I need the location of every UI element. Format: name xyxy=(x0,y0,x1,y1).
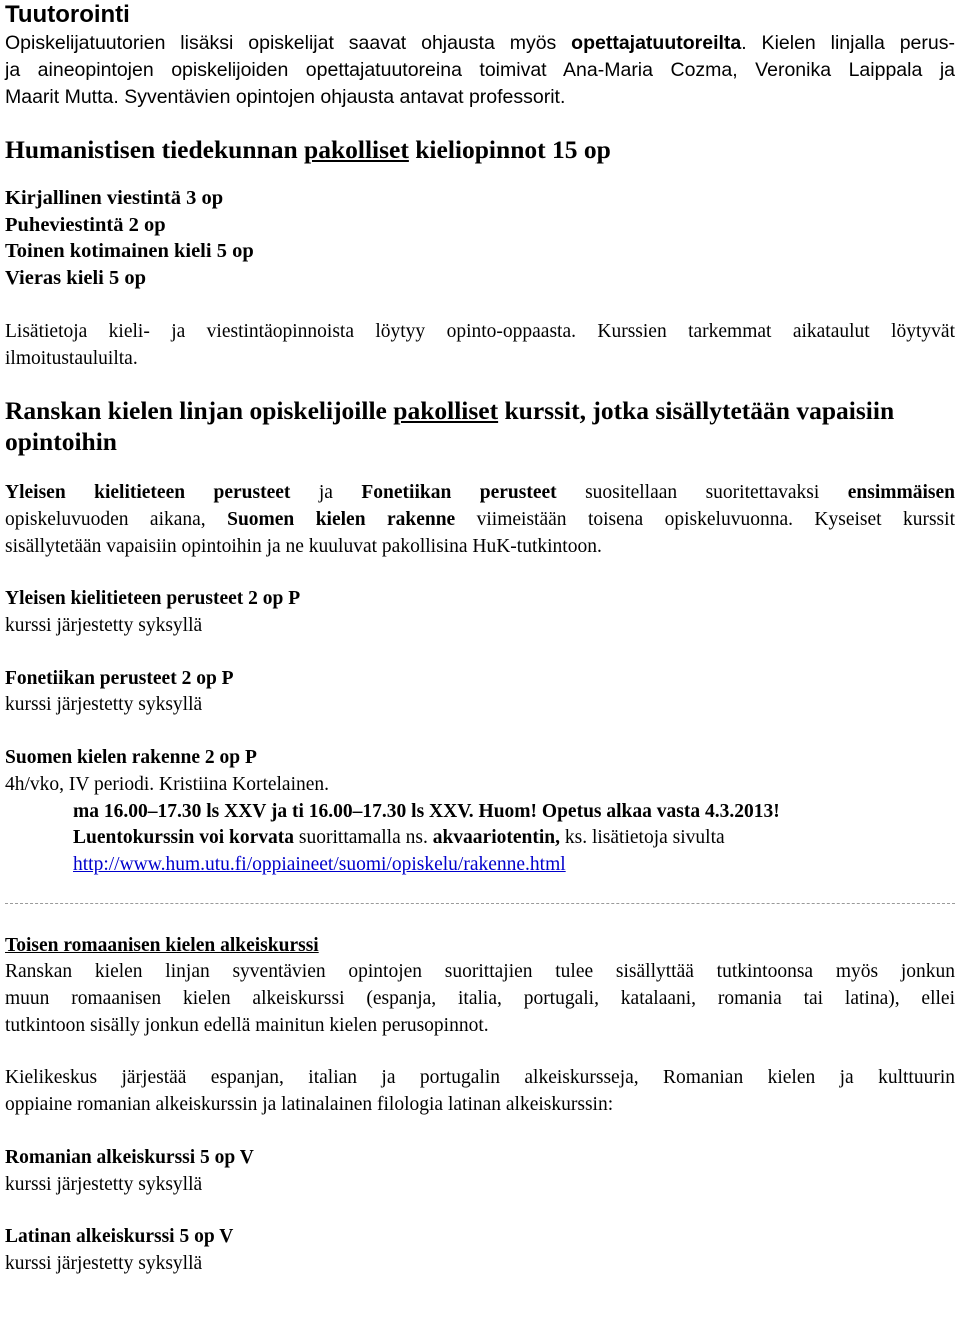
toisen-line-4: Kielikeskus järjestää espanjan, italian ja portugalin alkeiskursseja, Romanian kielen ja kulttuurin xyxy=(5,1067,955,1089)
text: Humanistisen tiedekunnan xyxy=(5,135,305,164)
text: opiskeluvuoden aikana, xyxy=(5,508,228,530)
text: ks. lisätietoja sivulta xyxy=(560,827,725,849)
list-item: Puheviestintä 2 op xyxy=(5,213,166,236)
text: viimeistään toisena opiskeluvuonna. Kyseiset kurssit xyxy=(455,508,955,530)
text: suositellaan suoritettavaksi xyxy=(556,482,848,504)
course-note: kurssi järjestetty syksyllä xyxy=(5,1252,203,1274)
course-block xyxy=(5,586,955,639)
list-item: Vieras kieli 5 op xyxy=(5,267,147,290)
humanistinen-info xyxy=(5,319,955,372)
tutorointi-line-3: Maarit Mutta. Syventävien opintojen ohjausta antavat professorit. xyxy=(5,86,566,108)
course-note: kurssi järjestetty syksyllä xyxy=(5,1173,203,1195)
underlined-text: pakolliset xyxy=(304,135,409,164)
humanistinen-list xyxy=(5,185,955,292)
course-ref: Yleisen kielitieteen perusteet xyxy=(5,482,291,504)
course-exam-note xyxy=(5,825,955,852)
course-title: Yleisen kielitieteen perusteet 2 op P xyxy=(5,588,301,610)
toisen-line-1: Ranskan kielen linjan syventävien opintojen suorittajien tulee sisällyttää tutkintoonsa myös jonkun xyxy=(5,961,955,983)
course-block-suomen xyxy=(5,745,955,879)
humanistinen-heading xyxy=(5,134,955,165)
bold-text: akvaariotentin, xyxy=(432,827,560,849)
course-title: Romanian alkeiskurssi 5 op V xyxy=(5,1146,254,1168)
text: suorittamalla ns. xyxy=(294,827,433,849)
bold-text: ensimmäisen xyxy=(847,482,956,504)
course-note: kurssi järjestetty syksyllä xyxy=(5,615,203,637)
toisen-line-3: tutkintoon sisälly jonkun edellä mainitun kielen perusopinnot. xyxy=(5,1014,489,1036)
text: . Kielen linjalla perus- xyxy=(741,32,955,54)
ranska-heading xyxy=(5,395,955,457)
tutorointi-line-2: ja aineopintojen opiskelijoiden opettajatuutoreina toimivat Ana-Maria Cozma, Veronika Laippala ja xyxy=(5,59,955,81)
text: Ranskan kielen linjan opiskelijoille xyxy=(5,396,394,426)
course-note: kurssi järjestetty syksyllä xyxy=(5,694,203,716)
course-title: Latinan alkeiskurssi 5 op V xyxy=(5,1226,234,1248)
text: kieliopinnot 15 op xyxy=(408,135,611,164)
ranska-heading-line-2: opintoihin xyxy=(5,427,117,457)
list-item: Kirjallinen viestintä 3 op xyxy=(5,187,224,209)
toisen-line-2: muun romaanisen kielen alkeiskurssi (espanja, italia, portugali, katalaani, romania tai latina), ellei xyxy=(5,988,955,1010)
course-block xyxy=(5,1224,955,1277)
toisen-heading: Toisen romaanisen kielen alkeiskurssi xyxy=(5,934,319,956)
info-line-2: ilmoitustauluilta. xyxy=(5,347,138,369)
ranska-line-2 xyxy=(5,507,955,534)
ranska-heading-line-1 xyxy=(5,395,955,426)
underlined-text: pakolliset xyxy=(393,396,499,426)
text: Opiskelijatuutorien lisäksi opiskelijat saavat ohjausta myös xyxy=(5,32,572,54)
course-link-line xyxy=(5,852,955,879)
toisen-paragraph-2 xyxy=(5,1065,955,1118)
tutorointi-paragraph xyxy=(5,30,955,111)
tutorointi-line-1 xyxy=(5,30,955,57)
course-block xyxy=(5,666,955,719)
text: ja xyxy=(290,482,362,504)
course-title: Suomen kielen rakenne 2 op P xyxy=(5,747,257,769)
ranska-line-1 xyxy=(5,480,955,507)
course-title: Fonetiikan perusteet 2 op P xyxy=(5,667,234,689)
course-ref: Fonetiikan perusteet xyxy=(361,482,557,504)
course-block xyxy=(5,1145,955,1198)
tutors-bold: opettajatuutoreilta xyxy=(571,32,742,54)
bold-text: Luentokurssin voi korvata xyxy=(73,827,295,849)
text: kurssit, jotka sisällytetään vapaisiin xyxy=(498,396,895,426)
ranska-paragraph xyxy=(5,480,955,560)
list-item: Toinen kotimainen kieli 5 op xyxy=(5,240,254,263)
course-info: 4h/vko, IV periodi. Kristiina Kortelainen. xyxy=(5,773,330,795)
info-line-1: Lisätietoja kieli- ja viestintäopinnoista löytyy opinto-oppaasta. Kurssien tarkemmat aikataulut löytyvät xyxy=(5,320,955,342)
course-url-link[interactable]: http://www.hum.utu.fi/oppiaineet/suomi/opiskelu/rakenne.html xyxy=(73,853,566,875)
toisen-line-5: oppiaine romanian alkeiskurssin ja latinalainen filologia latinan alkeiskurssin: xyxy=(5,1094,614,1116)
course-ref: Suomen kielen rakenne xyxy=(227,508,456,530)
tutorointi-heading: Tuutorointi xyxy=(5,1,130,28)
ranska-line-3: sisällytetään vapaisiin opintoihin ja ne kuuluvat pakollisina HuK-tutkintoon. xyxy=(5,535,602,557)
toisen-paragraph-1 xyxy=(5,959,955,1039)
course-schedule: ma 16.00–17.30 ls XXV ja ti 16.00–17.30 ls XXV. Huom! Opetus alkaa vasta 4.3.2013! xyxy=(73,800,780,822)
